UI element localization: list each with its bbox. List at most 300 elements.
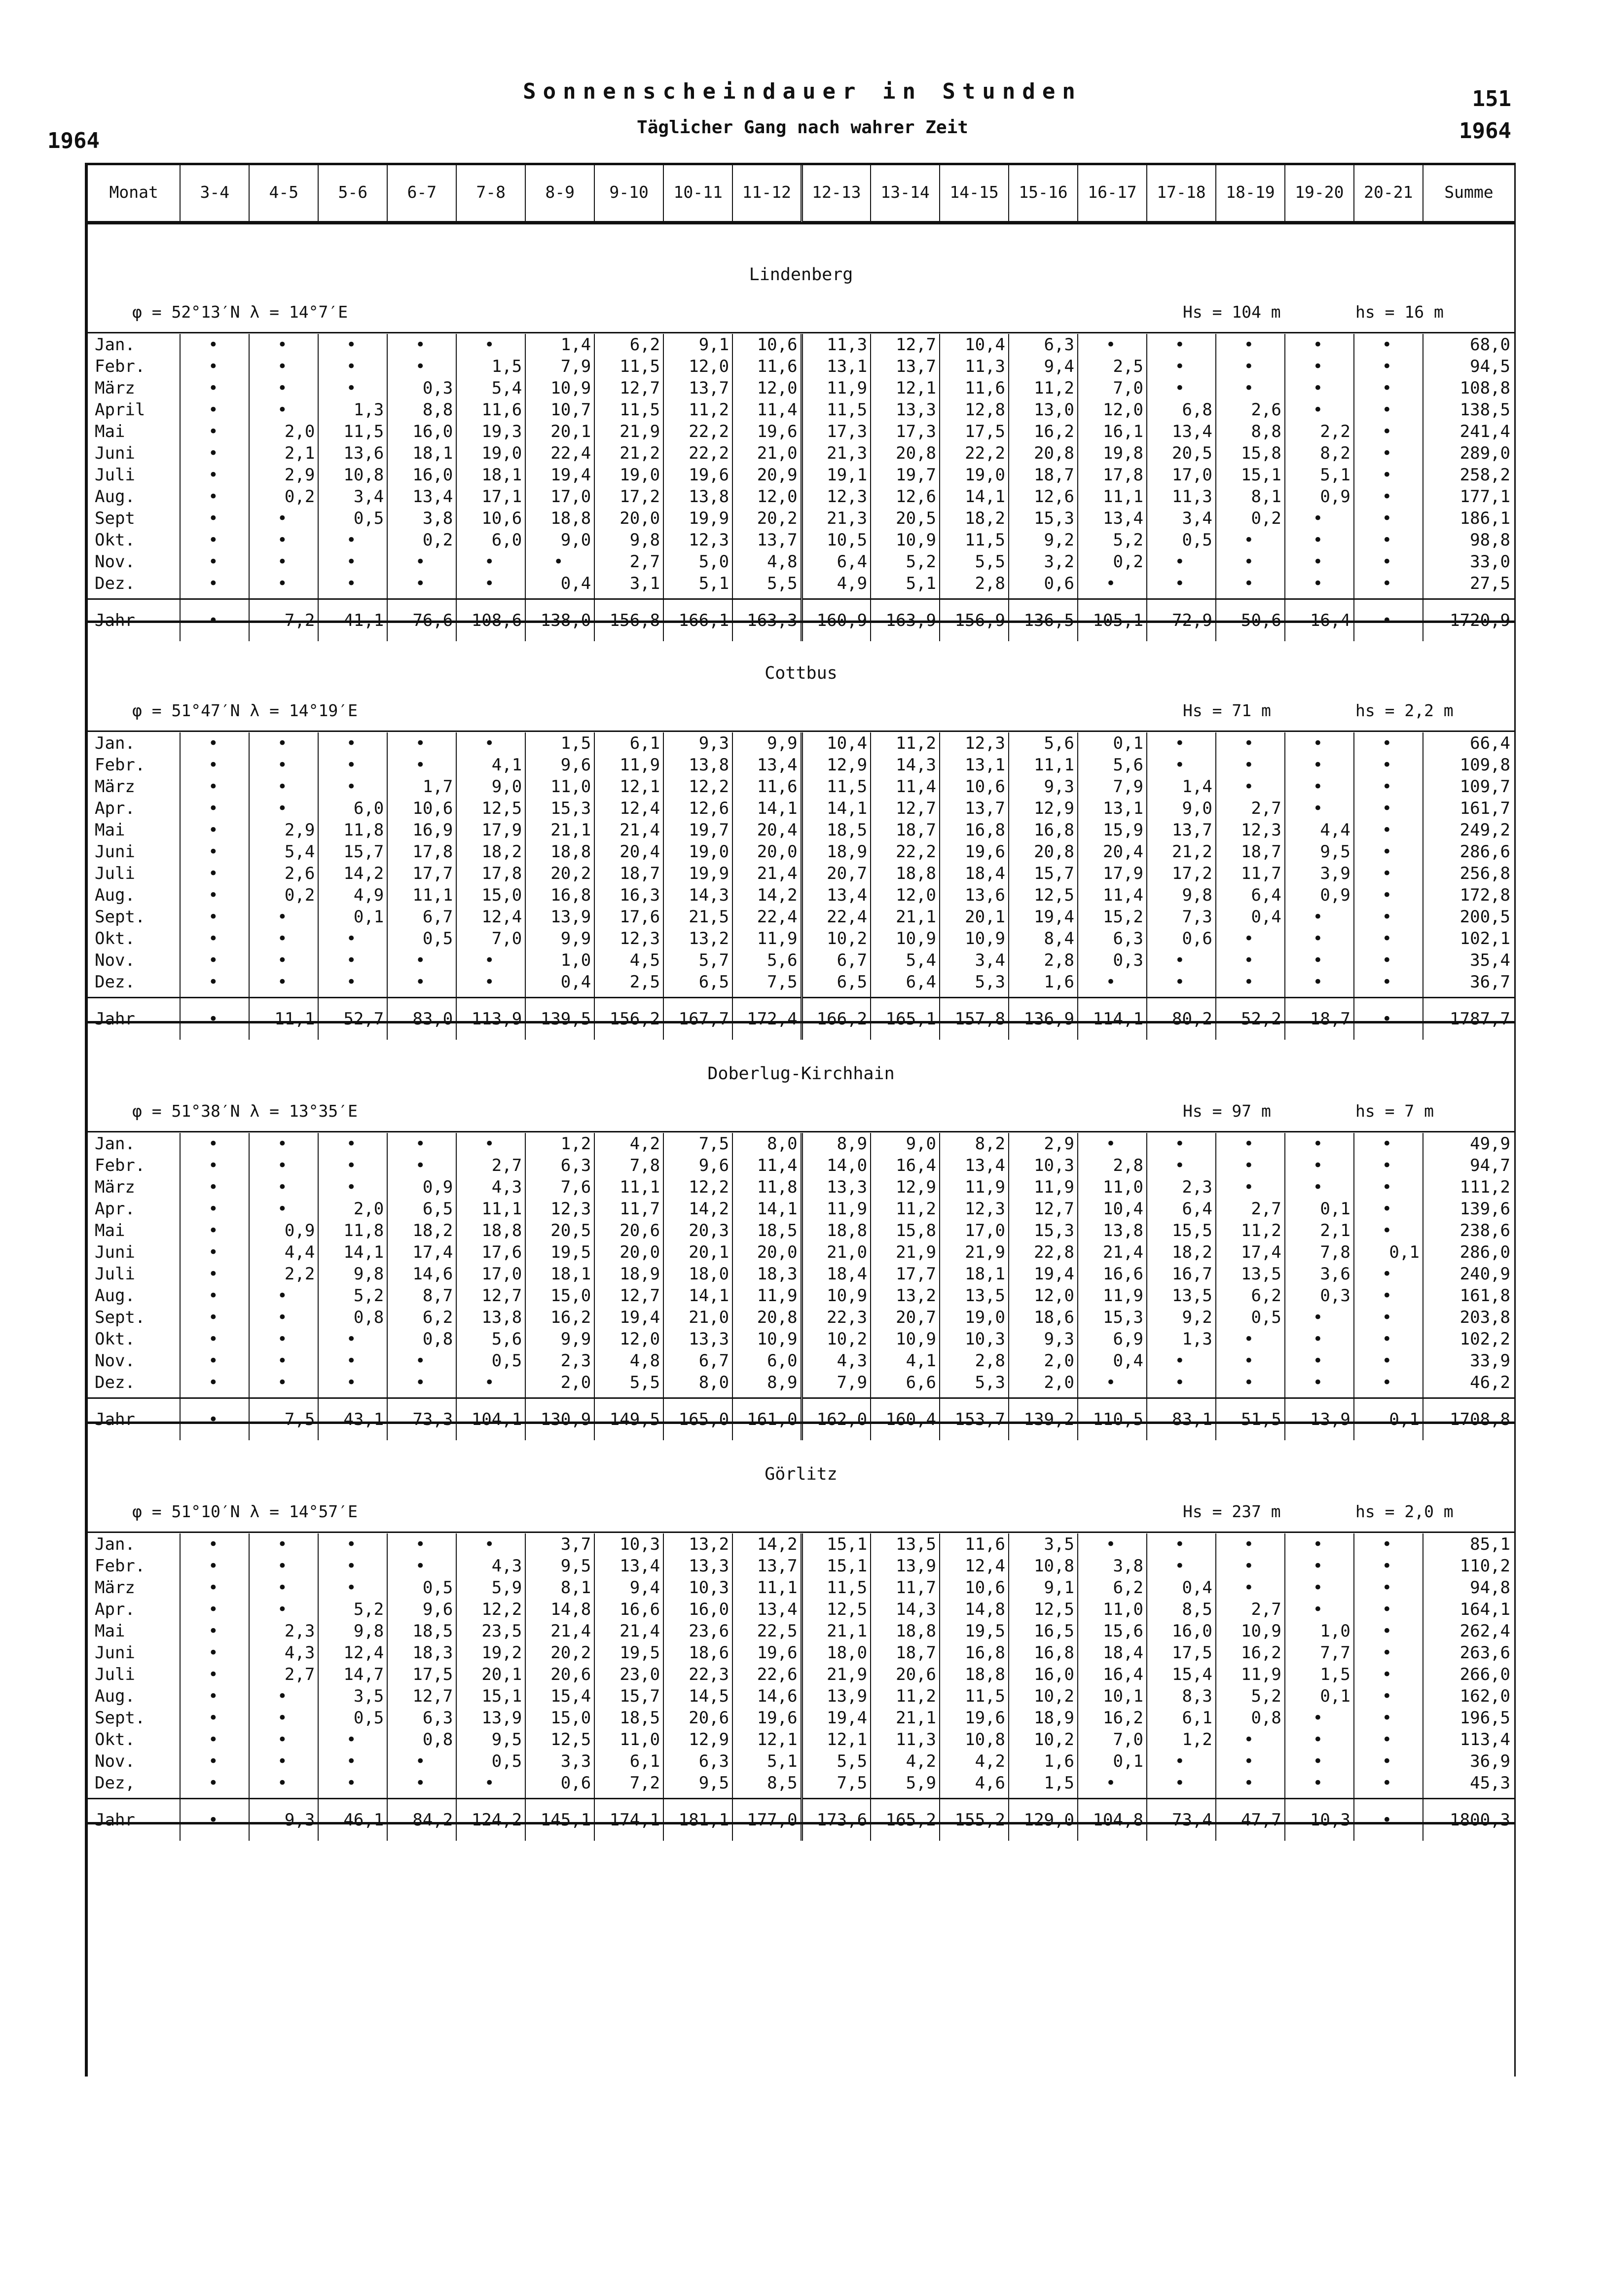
value-cell: • [1078, 334, 1147, 356]
value-cell: 4,4 [1285, 819, 1354, 841]
value-cell: 3,2 [1009, 551, 1078, 573]
value-cell: 15,5 [1147, 1220, 1216, 1241]
value-cell: 5,1 [871, 573, 940, 594]
value-cell: • [180, 1263, 249, 1285]
value-cell: • [180, 1577, 249, 1599]
value-cell: 0,1 [1078, 1750, 1147, 1772]
value-cell: 10,7 [525, 399, 594, 421]
value-cell: • [180, 1707, 249, 1729]
col-head-hour: 13-14 [871, 163, 940, 221]
value-cell: • [387, 1750, 456, 1772]
value-cell: • [1285, 1750, 1354, 1772]
month-label: Aug. [88, 1285, 180, 1307]
value-cell: • [318, 1729, 387, 1750]
value-cell: 9,6 [663, 1155, 732, 1176]
value-cell: 113,9 [456, 998, 525, 1040]
value-cell: 22,2 [663, 421, 732, 442]
value-cell: 0,5 [387, 1577, 456, 1599]
sum-cell: 161,7 [1459, 799, 1510, 818]
table-row [88, 776, 1514, 798]
value-cell: 129,0 [1009, 1799, 1078, 1841]
value-cell: 13,7 [1147, 819, 1216, 841]
value-cell: 104,8 [1078, 1799, 1147, 1841]
value-cell: 104,1 [456, 1398, 525, 1441]
value-cell: 5,1 [1285, 464, 1354, 486]
month-label: Juni [88, 1241, 180, 1263]
value-cell: • [387, 1155, 456, 1176]
value-cell: 20,6 [525, 1664, 594, 1685]
table-row [88, 1533, 1514, 1555]
value-cell: 12,3 [940, 1198, 1009, 1220]
value-cell: • [525, 551, 594, 573]
month-label: Okt. [88, 928, 180, 949]
value-cell: 12,4 [456, 906, 525, 928]
value-cell: 14,1 [732, 1198, 802, 1220]
table-row [88, 971, 1514, 993]
table-row [88, 399, 1514, 421]
value-cell: 1,5 [456, 356, 525, 377]
value-cell: 6,5 [663, 971, 732, 993]
sum-cell: 111,2 [1459, 1177, 1510, 1197]
value-cell: • [180, 1555, 249, 1577]
month-label: Aug. [88, 884, 180, 906]
value-cell: 12,7 [387, 1685, 456, 1707]
value-cell: • [318, 377, 387, 399]
value-cell: 11,9 [732, 928, 802, 949]
value-cell: 17,3 [871, 421, 940, 442]
value-cell: • [249, 776, 318, 798]
value-cell: 17,3 [802, 421, 871, 442]
value-cell: 19,0 [594, 464, 663, 486]
value-cell: 6,6 [871, 1372, 940, 1393]
table-row [88, 1729, 1514, 1750]
sum-cell: 49,9 [1470, 1134, 1510, 1154]
instrument-height: hs = 2,2 m [1355, 701, 1454, 720]
value-cell: 1,4 [1147, 776, 1216, 798]
value-cell: 11,8 [732, 1176, 802, 1198]
value-cell: 138,0 [525, 599, 594, 642]
value-cell: • [249, 928, 318, 949]
value-cell: 4,3 [456, 1555, 525, 1577]
value-cell: • [180, 1398, 249, 1441]
value-cell: • [180, 1620, 249, 1642]
value-cell: 21,1 [525, 819, 594, 841]
sum-cell: 164,1 [1459, 1600, 1510, 1619]
value-cell: 2,7 [1216, 1198, 1285, 1220]
value-cell: 0,6 [1009, 573, 1078, 594]
sum-cell: 102,1 [1459, 929, 1510, 948]
value-cell: 20,1 [525, 421, 594, 442]
value-cell: • [180, 1328, 249, 1350]
table-row [88, 884, 1514, 906]
table-row [88, 334, 1514, 356]
value-cell: 0,8 [387, 1729, 456, 1750]
value-cell: 4,3 [249, 1642, 318, 1664]
value-cell: 11,0 [525, 776, 594, 798]
value-cell: 110,5 [1078, 1398, 1147, 1441]
value-cell: 7,9 [802, 1372, 871, 1393]
value-cell: • [318, 334, 387, 356]
table-row [88, 1772, 1514, 1794]
sum-cell: 36,9 [1470, 1751, 1510, 1771]
value-cell: • [318, 1750, 387, 1772]
table-row [88, 1555, 1514, 1577]
value-cell: • [318, 1133, 387, 1155]
value-cell: 174,1 [594, 1799, 663, 1841]
value-cell: 15,3 [525, 798, 594, 819]
value-cell: • [1285, 1155, 1354, 1176]
value-cell: 1,0 [525, 949, 594, 971]
value-cell: 6,1 [594, 1750, 663, 1772]
value-cell: 7,7 [1285, 1642, 1354, 1664]
value-cell: 6,3 [387, 1707, 456, 1729]
value-cell: • [456, 573, 525, 594]
table-row [88, 1685, 1514, 1707]
value-cell: • [180, 1664, 249, 1685]
table-row [88, 356, 1514, 377]
sum-cell: 66,4 [1470, 733, 1510, 753]
value-cell: • [249, 1350, 318, 1372]
month-label: Jahr [88, 1398, 180, 1441]
value-cell: • [180, 928, 249, 949]
value-cell: 12,9 [663, 1729, 732, 1750]
value-cell: 8,0 [663, 1372, 732, 1393]
value-cell: 6,0 [732, 1350, 802, 1372]
value-cell: 17,9 [1078, 863, 1147, 884]
value-cell: 9,9 [732, 732, 802, 754]
value-cell: 5,2 [318, 1285, 387, 1307]
value-cell: 8,5 [1147, 1599, 1216, 1620]
value-cell: 0,4 [1147, 1577, 1216, 1599]
value-cell: 20,8 [732, 1307, 802, 1328]
value-cell: 2,5 [594, 971, 663, 993]
value-cell: • [1354, 1707, 1423, 1729]
value-cell: 173,6 [802, 1799, 871, 1841]
station-coordinates: φ = 51°10′N λ = 14°57′E [132, 1502, 358, 1521]
value-cell: • [180, 1307, 249, 1328]
station-table [88, 1133, 1514, 1440]
col-head-hour: 6-7 [387, 163, 456, 221]
value-cell: • [1078, 1772, 1147, 1794]
value-cell: 11,5 [594, 399, 663, 421]
value-cell: • [1216, 573, 1285, 594]
month-label: Dez. [88, 1372, 180, 1393]
value-cell: 139,5 [525, 998, 594, 1040]
value-cell: • [180, 442, 249, 464]
value-cell: 18,8 [871, 1620, 940, 1642]
table-row [88, 1707, 1514, 1729]
value-cell: 0,3 [387, 377, 456, 399]
station-table [88, 334, 1514, 641]
value-cell: 10,8 [1009, 1555, 1078, 1577]
value-cell: • [1216, 1577, 1285, 1599]
value-cell: • [456, 1772, 525, 1794]
sum-cell: 1720,9 [1423, 599, 1514, 642]
value-cell: 13,8 [1078, 1220, 1147, 1241]
value-cell: • [180, 486, 249, 508]
value-cell: 5,0 [663, 551, 732, 573]
sum-cell: 262,4 [1459, 1621, 1510, 1641]
value-cell: 6,8 [1147, 399, 1216, 421]
value-cell: 15,7 [594, 1685, 663, 1707]
table-row [88, 819, 1514, 841]
col-head-hour: 3-4 [180, 163, 249, 221]
value-cell: 14,5 [663, 1685, 732, 1707]
value-cell: 7,8 [1285, 1241, 1354, 1263]
value-cell: 6,2 [1078, 1577, 1147, 1599]
value-cell: 10,4 [1078, 1198, 1147, 1220]
value-cell: • [1354, 377, 1423, 399]
value-cell: • [249, 971, 318, 993]
value-cell: • [456, 1533, 525, 1555]
value-cell: 5,2 [1216, 1685, 1285, 1707]
value-cell: 1,5 [525, 732, 594, 754]
table-row [88, 841, 1514, 863]
value-cell: 2,3 [1147, 1176, 1216, 1198]
month-label: Jan. [88, 732, 180, 754]
col-head-hour: 19-20 [1285, 163, 1354, 221]
value-cell: 2,6 [249, 863, 318, 884]
value-cell: 23,0 [594, 1664, 663, 1685]
value-cell: 5,6 [732, 949, 802, 971]
value-cell: 21,2 [594, 442, 663, 464]
value-cell: 11,9 [802, 1198, 871, 1220]
month-label: April [88, 399, 180, 421]
sum-cell: 289,0 [1459, 443, 1510, 463]
instrument-height: hs = 7 m [1355, 1101, 1434, 1121]
value-cell: 17,9 [456, 819, 525, 841]
value-cell: 12,1 [871, 377, 940, 399]
value-cell: • [1285, 1133, 1354, 1155]
value-cell: 13,9 [871, 1555, 940, 1577]
value-cell: 11,5 [802, 1577, 871, 1599]
value-cell: • [180, 551, 249, 573]
value-cell: 10,3 [1009, 1155, 1078, 1176]
value-cell: • [318, 1328, 387, 1350]
sum-cell: 85,1 [1470, 1534, 1510, 1554]
value-cell: 16,6 [1078, 1263, 1147, 1285]
value-cell: • [1285, 1707, 1354, 1729]
value-cell: • [1354, 1772, 1423, 1794]
value-cell: 11,6 [456, 399, 525, 421]
value-cell: 0,9 [249, 1220, 318, 1241]
value-cell: • [318, 1555, 387, 1577]
value-cell: • [1354, 529, 1423, 551]
col-head-hour: 16-17 [1078, 163, 1147, 221]
value-cell: 130,9 [525, 1398, 594, 1441]
table-row [88, 1176, 1514, 1198]
value-cell: 13,4 [940, 1155, 1009, 1176]
value-cell: 18,1 [456, 464, 525, 486]
value-cell: 16,1 [1078, 421, 1147, 442]
value-cell: • [456, 1372, 525, 1393]
value-cell: • [1078, 573, 1147, 594]
value-cell: • [1285, 377, 1354, 399]
value-cell: 14,2 [732, 1533, 802, 1555]
table-row [88, 1350, 1514, 1372]
month-label: Juli [88, 1664, 180, 1685]
value-cell: 23,6 [663, 1620, 732, 1642]
value-cell: 6,0 [456, 529, 525, 551]
instrument-height: hs = 2,0 m [1355, 1502, 1454, 1521]
value-cell: • [387, 334, 456, 356]
value-cell: • [1354, 1307, 1423, 1328]
value-cell: • [1354, 998, 1423, 1040]
value-cell: 14,6 [387, 1263, 456, 1285]
value-cell: 21,9 [802, 1664, 871, 1685]
sum-cell: 186,1 [1459, 509, 1510, 528]
value-cell: 10,2 [802, 928, 871, 949]
value-cell: 163,3 [732, 599, 802, 642]
value-cell: 17,2 [1147, 863, 1216, 884]
value-cell: • [1354, 573, 1423, 594]
value-cell: 15,8 [871, 1220, 940, 1241]
value-cell: 10,4 [940, 334, 1009, 356]
value-cell: 20,8 [1009, 841, 1078, 863]
value-cell: • [1285, 1350, 1354, 1372]
value-cell: 10,3 [940, 1328, 1009, 1350]
value-cell: 0,1 [1354, 1241, 1423, 1263]
value-cell: 18,3 [387, 1642, 456, 1664]
value-cell: • [1354, 754, 1423, 776]
value-cell: • [387, 1133, 456, 1155]
value-cell: • [180, 1220, 249, 1241]
value-cell: 43,1 [318, 1398, 387, 1441]
value-cell: • [249, 949, 318, 971]
value-cell: • [249, 1772, 318, 1794]
value-cell: 13,7 [732, 529, 802, 551]
value-cell: 2,8 [940, 573, 1009, 594]
value-cell: • [1285, 1372, 1354, 1393]
sum-cell: 286,0 [1459, 1242, 1510, 1262]
value-cell: • [249, 906, 318, 928]
value-cell: 11,9 [1216, 1664, 1285, 1685]
value-cell: 20,7 [802, 863, 871, 884]
station-block [88, 1023, 1514, 1429]
value-cell: 20,8 [871, 442, 940, 464]
value-cell: 12,2 [456, 1599, 525, 1620]
value-cell: 13,4 [1147, 421, 1216, 442]
value-cell: 4,1 [871, 1350, 940, 1372]
value-cell: 7,9 [1078, 776, 1147, 798]
value-cell: 0,6 [1147, 928, 1216, 949]
value-cell: 18,1 [387, 442, 456, 464]
value-cell: • [1354, 1577, 1423, 1599]
value-cell: 2,2 [249, 1263, 318, 1285]
value-cell: 20,5 [871, 508, 940, 529]
value-cell: • [1354, 1599, 1423, 1620]
value-cell: • [1216, 1729, 1285, 1750]
value-cell: 1,0 [1285, 1620, 1354, 1642]
station-table [88, 1533, 1514, 1841]
value-cell: 17,4 [1216, 1241, 1285, 1263]
value-cell: 18,2 [387, 1220, 456, 1241]
value-cell: • [1216, 754, 1285, 776]
value-cell: 10,9 [871, 928, 940, 949]
value-cell: 19,4 [525, 464, 594, 486]
value-cell: • [249, 356, 318, 377]
value-cell: 19,6 [940, 1707, 1009, 1729]
value-cell: • [1354, 551, 1423, 573]
value-cell: 17,5 [1147, 1642, 1216, 1664]
sum-cell: 68,0 [1470, 335, 1510, 355]
value-cell: 11,6 [940, 377, 1009, 399]
value-cell: 12,5 [525, 1729, 594, 1750]
value-cell: 22,4 [525, 442, 594, 464]
value-cell: 7,8 [594, 1155, 663, 1176]
value-cell: 0,8 [387, 1328, 456, 1350]
value-cell: 10,4 [802, 732, 871, 754]
value-cell: 0,1 [1078, 732, 1147, 754]
value-cell: 11,7 [594, 1198, 663, 1220]
value-cell: • [1216, 1155, 1285, 1176]
value-cell: 20,6 [871, 1664, 940, 1685]
value-cell: 19,9 [663, 863, 732, 884]
value-cell: 83,0 [387, 998, 456, 1040]
value-cell: 4,5 [594, 949, 663, 971]
value-cell: 20,1 [940, 906, 1009, 928]
value-cell: 5,5 [732, 573, 802, 594]
value-cell: 19,7 [871, 464, 940, 486]
value-cell: 6,7 [663, 1350, 732, 1372]
value-cell: 167,7 [663, 998, 732, 1040]
value-cell: • [318, 754, 387, 776]
value-cell: • [1285, 732, 1354, 754]
value-cell: 16,4 [1285, 599, 1354, 642]
value-cell: • [318, 356, 387, 377]
value-cell: 11,1 [1078, 486, 1147, 508]
value-cell: 4,4 [249, 1241, 318, 1263]
value-cell: 18,5 [732, 1220, 802, 1241]
value-cell: 11,9 [732, 1285, 802, 1307]
value-cell: • [456, 1133, 525, 1155]
month-label: Apr. [88, 1599, 180, 1620]
value-cell: • [1354, 798, 1423, 819]
value-cell: • [1147, 356, 1216, 377]
value-cell: • [1354, 399, 1423, 421]
value-cell: 19,8 [1078, 442, 1147, 464]
month-label: Sept [88, 508, 180, 529]
table-row [88, 1241, 1514, 1263]
value-cell: 9,2 [1147, 1307, 1216, 1328]
value-cell: 14,3 [663, 884, 732, 906]
value-cell: 13,9 [525, 906, 594, 928]
value-cell: 11,2 [871, 732, 940, 754]
value-cell: 11,3 [871, 1729, 940, 1750]
value-cell: 20,9 [732, 464, 802, 486]
value-cell: • [180, 399, 249, 421]
value-cell: 13,4 [732, 754, 802, 776]
value-cell: 11,2 [871, 1198, 940, 1220]
station-height: Hs = 97 m [1183, 1101, 1271, 1121]
value-cell: • [1285, 1176, 1354, 1198]
value-cell: 15,8 [1216, 442, 1285, 464]
value-cell: 6,3 [1009, 334, 1078, 356]
value-cell: 11,7 [1216, 863, 1285, 884]
station-name: Lindenberg [749, 265, 853, 285]
value-cell: • [249, 798, 318, 819]
value-cell: 16,0 [1147, 1620, 1216, 1642]
month-label: März [88, 776, 180, 798]
value-cell: 21,9 [871, 1241, 940, 1263]
value-cell: 6,7 [387, 906, 456, 928]
value-cell: • [249, 1133, 318, 1155]
value-cell: 12,5 [802, 1599, 871, 1620]
sum-cell: 196,5 [1459, 1708, 1510, 1728]
value-cell: 12,3 [525, 1198, 594, 1220]
value-cell: 9,3 [1009, 776, 1078, 798]
value-cell: 12,0 [594, 1328, 663, 1350]
